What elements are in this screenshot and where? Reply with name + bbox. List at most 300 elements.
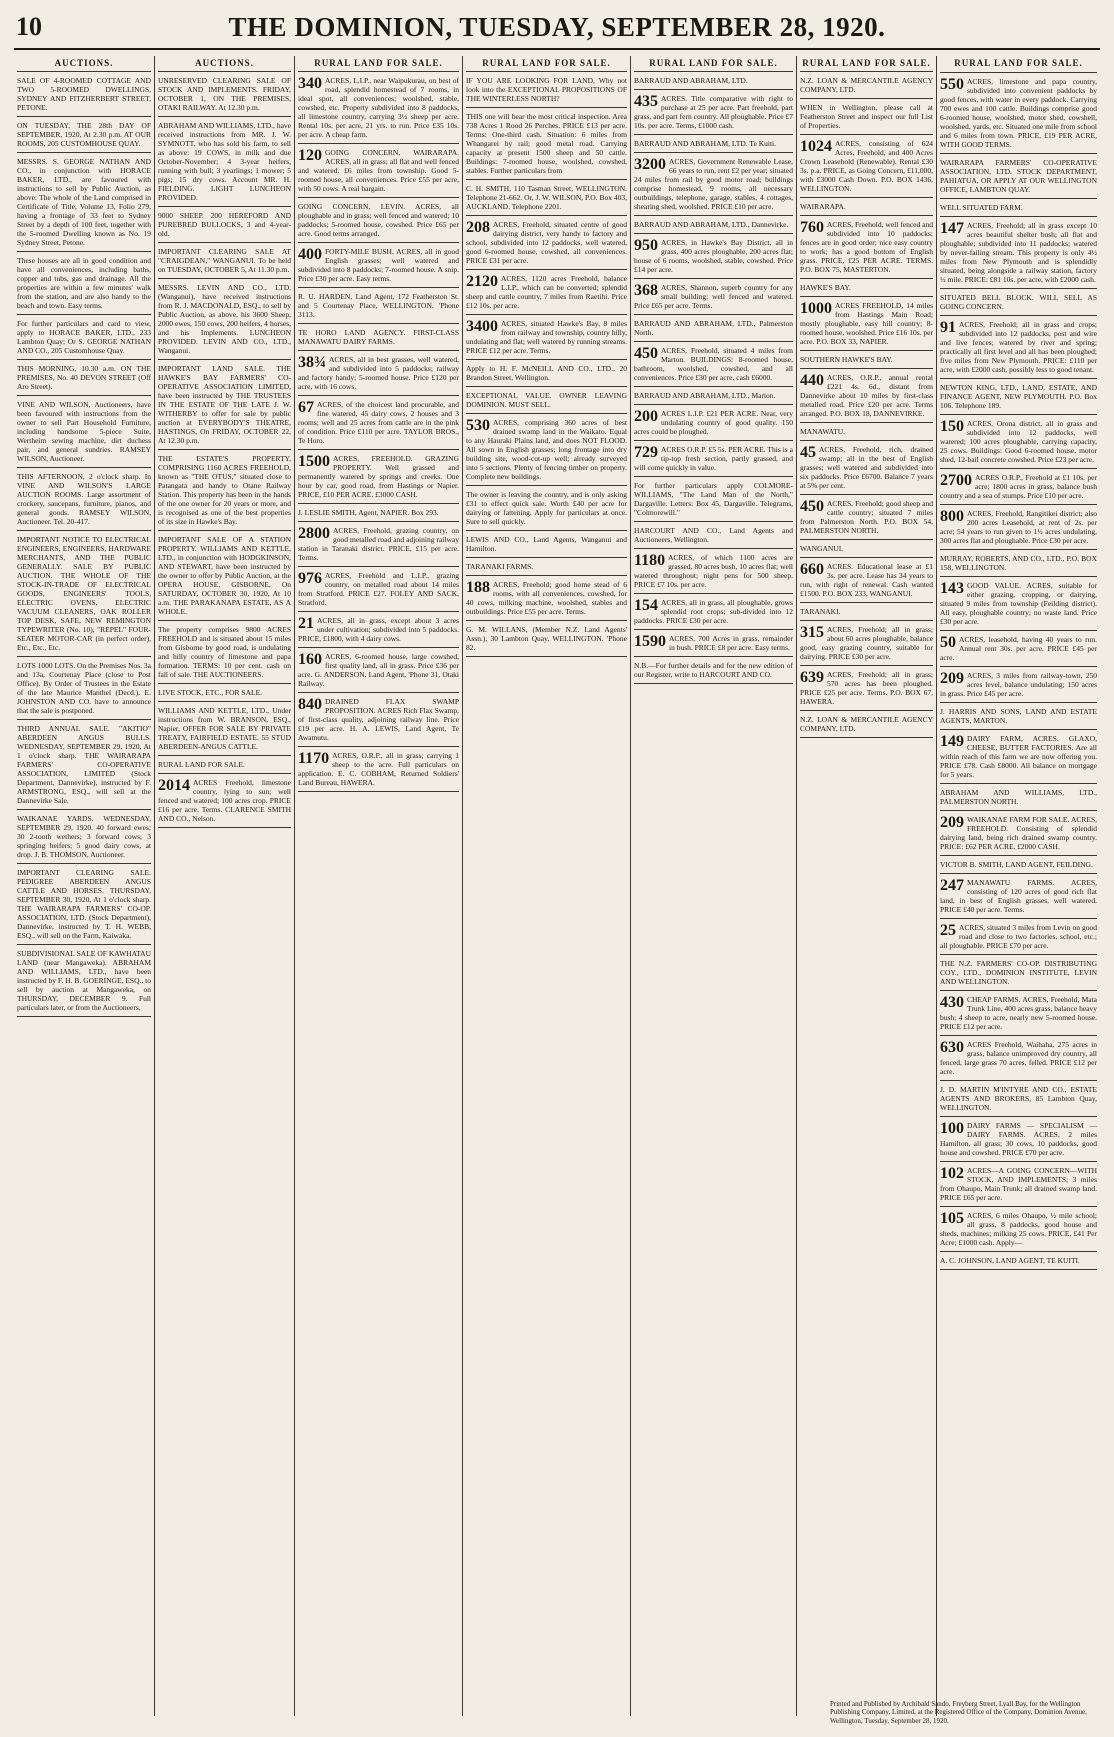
classified-ad (466, 625, 627, 652)
ad-divider (466, 269, 627, 270)
classified-ad (298, 328, 459, 346)
ad-divider (800, 539, 933, 540)
classified-ad (298, 526, 459, 562)
ad-text: IMPORTANT NOTICE TO ELECTRICAL ENGINEERS, ENGINEERS, HARDWARE MERCHANTS, AND THE PUBLIC GENERALLY. SALE BY PUBLIC AUCTION. THE WHOLE OF THE STOCK-IN-TRADE OF ELECTRICAL GOODS, ENGINEERS' TOOLS, ELECTRIC OVENS, ELECTRIC VACUUM CLEANERS, OAK ROLLER TOP DESK, SAFE, NEW REMINGTON TYPEWRITER (No. 10), "REPEL" FOUR-SEATER MOTOR-CAR (in perfect order), Etc., Etc., Etc. (17, 535, 151, 652)
ad-text: ACRES Freehold, Waihaha, 275 acres in grass, balance unimproved dry country, all fenced, large grass 70 acres, felled. PRICE £12 per acre. (940, 1039, 1097, 1076)
classified-ad (466, 184, 627, 211)
classified-ad (158, 625, 291, 679)
column-2 (154, 56, 294, 1716)
ad-text: ACRES, Government Renewable Lease, 66 years to run, rent £2 per year; situated 24 miles from rail by good motor road; buildings comprise homestead, 9 rooms, all necessary outbuildings, telephone, garage, stables, 4 cottages, shearing shed, woolshed. PRICE £10 per acre. (634, 157, 793, 211)
ad-divider (800, 368, 933, 369)
ad-text: ACRES, Freehold; all in grass; about 60 acres ploughable, balance good, easy grazing country, suitable for dairying. PRICE £30 per acre. (800, 625, 933, 661)
classified-ad (800, 445, 933, 490)
classified-ad (634, 634, 793, 652)
ad-text: WANGANUI. (800, 544, 844, 553)
ad-text: For further particulars and card to view, apply to HORACE BAKER, LTD., 233 Lambton Quay; Or S. GEORGE NATHAN AND CO., 205 Customhouse Quay. (17, 319, 151, 355)
classified-ad (298, 751, 459, 787)
classified-ad (800, 355, 933, 364)
classified-ad (940, 1085, 1097, 1112)
ad-divider (800, 350, 933, 351)
ad-divider (634, 440, 793, 441)
classified-ad (298, 616, 459, 643)
ad-divider (17, 1016, 151, 1017)
classified-ad (940, 554, 1097, 572)
ad-divider (298, 521, 459, 522)
ad-text: ACRES Freehold, limestone country, lying to sun; well fenced and watered; 100 acres crop. PRICE £16 per acre. Terms. CLARENCE SMITH AND CO., Nelson. (158, 778, 291, 823)
ad-text: IMPORTANT CLEARING SALE. PEDIGREE ABERDEEN ANGUS CATTLE AND HORSES. THURSDAY, SEPTEMBER 30, 1920, At 1 o'clock sharp. THE WAIRARAPA FARMERS' CO-OP. ASSOCIATION, LTD. (Stock Department), Dannevirke, instructed by T. H. WEBB, ESQ., will sell on the Farm, Kaiwaka. (17, 868, 151, 940)
ad-divider (800, 197, 933, 198)
acreage-figure: 660 (800, 561, 824, 578)
acreage-figure: 188 (466, 579, 490, 596)
ad-text: LEWIS AND CO., Land Agents, Wanganui and Hamilton. (466, 535, 627, 553)
classified-ad (940, 77, 1097, 149)
ad-text: WELL SITUATED FARM. (940, 202, 1023, 212)
classified-ad (940, 788, 1097, 806)
classified-ad (17, 949, 151, 1012)
ad-text: ACRES, Freehold, situated 4 miles from Marton. BUILDINGS: 8-roomed house, bathroom, woolshed, cowshed, and all conveniences. Price £30 per acre, cash £6000. (634, 346, 793, 382)
ad-text: 9000 SHEEP. 200 HEREFORD AND PUREBRED BULLOCKS, 3 and 4-year-old. (158, 211, 291, 238)
classified-ad (466, 391, 627, 409)
ad-divider (634, 521, 793, 522)
ad-text: WAIRARAPA. (800, 202, 846, 211)
ad-divider (800, 98, 933, 99)
ad-text: MANAWATU FARMS. ACRES, consisting of 120 acres of good rich flat land, in best of English grasses, well watered. PRICE £40 per acre. Terms. (940, 877, 1097, 914)
acreage-figure: 2120 (466, 273, 498, 290)
ad-divider (298, 143, 459, 144)
ad-divider (298, 395, 459, 396)
acreage-figure: 160 (298, 651, 322, 668)
ad-divider (940, 504, 1097, 505)
ad-text: BARRAUD AND ABRAHAM, LTD., Palmerston North. (634, 319, 793, 337)
classified-ad (634, 481, 793, 517)
column-header: RURAL LAND FOR SALE. (298, 56, 459, 72)
classified-ad (158, 364, 291, 445)
acreage-figure: 147 (940, 219, 964, 237)
classified-ad (940, 959, 1097, 986)
column-3 (294, 56, 462, 1716)
acreage-figure: 38¾ (298, 354, 326, 371)
ad-divider (940, 1080, 1097, 1081)
ad-divider (158, 242, 291, 243)
column-header: RURAL LAND FOR SALE. (940, 56, 1097, 73)
acreage-figure: 435 (634, 93, 658, 110)
acreage-figure: 200 (634, 408, 658, 425)
ad-text: IMPORTANT CLEARING SALE AT "CRAIGDEAN," WANGANUI. To be held on TUESDAY, OCTOBER 5, At 11.30 p.m. (158, 247, 291, 274)
ad-divider (298, 197, 459, 198)
acreage-figure: 247 (940, 876, 964, 894)
ad-divider (158, 755, 291, 756)
ad-divider (634, 89, 793, 90)
ad-text: The owner is leaving the country, and is only asking £31 to effect quick sale. Worth £40 per acre for dairying or fattening. Apply for particulars at once. Sure to sell quickly. (466, 490, 627, 526)
classified-ad (17, 157, 151, 247)
classified-ad (466, 364, 627, 382)
ad-text: ACRES, comprising 360 acres of best drained swamp land in the Waikato. Equal to any Hauraki Plains land, and does NOT FLOOD. All sown in English grasses; long frontage into dry building site, wood-cut-up well; already surveyed into 5 sections. Plenty of fencing timber on property. Complete new buildings. (466, 418, 627, 481)
ad-divider (634, 548, 793, 549)
ad-text: J. D. MARTIN M'INTYRE AND CO., ESTATE AGENTS AND BROKERS, 85 Lambton Quay, WELLINGTON. (940, 1084, 1097, 1112)
acreage-figure: 3200 (634, 156, 666, 173)
acreage-figure: 208 (466, 219, 490, 236)
acreage-figure: 976 (298, 570, 322, 587)
acreage-figure: 400 (298, 246, 322, 263)
ad-divider (940, 729, 1097, 730)
ad-divider (940, 873, 1097, 874)
classified-ad (800, 220, 933, 274)
classified-ad (634, 553, 793, 589)
ad-divider (466, 620, 627, 621)
acreage-figure: 91 (940, 318, 956, 336)
ad-text: SITUATED BELL BLOCK. WILL SELL AS GOING CONCERN. (940, 292, 1097, 311)
classified-ad (158, 706, 291, 751)
classified-ad (298, 202, 459, 238)
ad-text: DAIRY FARMS — SPECIALISM — DAIRY FARMS. ACRES, 2 miles Hamilton, all grass; 30 cows, 10 paddocks, good house and cowshed. PRICE £70 per acre. (940, 1120, 1097, 1157)
ad-divider (940, 1161, 1097, 1162)
ad-divider (298, 287, 459, 288)
acreage-figure: 729 (634, 444, 658, 461)
ad-divider (800, 737, 933, 738)
classified-ad (466, 319, 627, 355)
acreage-figure: 368 (634, 282, 658, 299)
classified-ad (17, 319, 151, 355)
ad-text: ACRES, Orona district, all in grass and subdivided into 12 paddocks, well watered; 100 acres ploughable, carrying capacity, 25 cows. Buildings: Good 6-roomed house, motor shed, 12-bail concrete cowshed. Price £23 per acre. (940, 418, 1097, 464)
ad-divider (17, 152, 151, 153)
ad-text: ON TUESDAY, THE 28th DAY OF SEPTEMBER, 1920, At 2.30 p.m. AT OUR ROOMS, 205 CUSTOMHOUSE QUAY. (17, 121, 151, 148)
ad-text: ACRES—A GOING CONCERN—WITH STOCK, AND IMPLEMENTS; 3 miles from Ohaupo, Main Trunk; all drained swamp land. PRICE £65 per acre. (940, 1165, 1097, 1202)
column-header: RURAL LAND FOR SALE. (466, 56, 627, 72)
ad-text: ACRES O.R.P., Freehold at £1 10s. per acre; 1800 acres in grass, balance bush country and a sea of stumps. Price £10 per acre. (940, 472, 1097, 500)
ad-divider (158, 449, 291, 450)
acreage-figure: 120 (298, 147, 322, 164)
ad-text: ACRES, Freehold, rich, drained swamp; all in the best of English grasses; well watered and subdivided into six paddocks. Price £6700. Balance 7 years at 5% per cent. (800, 445, 933, 490)
ad-divider (940, 468, 1097, 469)
ad-text: RURAL LAND FOR SALE. (158, 760, 245, 769)
ad-divider (634, 134, 793, 135)
ad-text: GOING CONCERN, WAIRARAPA. ACRES, all in grass; all flat and well fenced and watered. £6 miles from township. Good 5-roomed house, all conveniences. Price £55 per acre, with 50 cows. A real bargain. (298, 148, 459, 193)
ad-divider (940, 954, 1097, 955)
classified-ad (634, 346, 793, 382)
classified-ad (940, 293, 1097, 311)
ad-text: VICTOR B. SMITH, LAND AGENT, FEILDING. (940, 859, 1093, 869)
ad-divider (634, 215, 793, 216)
ad-text: ACRES, 3 miles from railway-town, 250 acres level, balance undulating; 150 acres in grass. Price £45 per acre. (940, 670, 1097, 698)
acreage-figure: 2014 (158, 777, 190, 794)
ad-text: ACRES, situated Hawke's Bay, 8 miles from railway and township, country hilly, undulating and flat; well watered by running streams. PRICE £12 per acre. Terms. (466, 319, 627, 355)
acreage-figure: 1000 (800, 300, 832, 317)
ad-text: BARRAUD AND ABRAHAM, LTD., Dannevirke. (634, 220, 789, 229)
acreage-figure: 450 (800, 498, 824, 515)
ad-divider (466, 656, 627, 657)
acreage-figure: 1180 (634, 552, 666, 569)
ad-divider (298, 647, 459, 648)
ad-text: ACRES. Educational lease at £1 3s. per acre. Lease has 34 years to run, with right of renewal. Cash wanted £1500. P.O. BOX 233, WANGANUI. (800, 562, 933, 598)
ad-divider (17, 656, 151, 657)
classified-ad (634, 157, 793, 211)
ad-divider (17, 395, 151, 396)
acreage-figure: 149 (940, 732, 964, 750)
acreage-figure: 450 (634, 345, 658, 362)
column-header: AUCTIONS. (17, 56, 151, 72)
classified-ad (17, 256, 151, 310)
ad-divider (634, 314, 793, 315)
ad-divider (940, 198, 1097, 199)
ad-divider (158, 206, 291, 207)
ad-divider (466, 557, 627, 558)
masthead (14, 6, 1100, 50)
classified-ad (158, 535, 291, 616)
classified-ad (634, 391, 793, 400)
classified-ad (634, 94, 793, 130)
ad-text: ACRES, 1120 acres Freehold, balance L.I.P., which can be converted; splendid sheep and cattle country, 7 miles from Raetihi. Price £12 10s. per acre. (466, 274, 627, 310)
classified-ad (940, 473, 1097, 500)
ad-divider (940, 378, 1097, 379)
ad-text: DRAINED FLAX SWAMP PROPOSITION. ACRES Rich Flax Swamp, of first-class quality, adjoining railway line. Price £19 per acre. H. A. LEWIS, Land Agent, Te Awamutu. (298, 697, 459, 742)
ad-text: J. LESLIE SMITH, Agent, NAPIER. Box 293. (298, 508, 439, 517)
ad-text: SUBDIVISIONAL SALE OF KAWHATAU LAND (near Mangaweka). ABRAHAM AND WILLIAMS, LTD., have been instructed by F. H. B. GOERINGE, ESQ., to sell by auction at Mangaweka, on THURSDAY, DECEMBER 9. Full particulars later, or from the Auctioneers. (17, 949, 151, 1012)
classified-ad (940, 383, 1097, 410)
ad-text: GOING CONCERN, LEVIN. ACRES, all ploughable and in grass; well fenced and watered; 10 paddocks; 5-roomed house, cowshed. Price £65 per acre. Good terms arranged. (298, 202, 459, 238)
ad-text: ACRES, 6-roomed house, large cowshed, first quality land, all in grass. Price £36 per acre. G. ANDERSON, Land Agent, 'Phone 31, Otaki Railway. (298, 652, 459, 688)
ad-divider (800, 710, 933, 711)
ad-text: THIS one will bear the most critical inspection. Area 738 Acres 1 Rood 26 Perches. PRICE £13 per acre. Terms: One-third cash. Situation: 6 miles from Whangarei by rail; good metal road. Carrying capacity at present 1500 sheep and 50 cattle. Buildings: 7-roomed house, woolshed, cowshed, stables. Further particulars from (466, 112, 627, 175)
ad-divider (940, 414, 1097, 415)
classified-ad (298, 148, 459, 193)
ad-text: ACRES, of the choicest land procurable, and fine watered, 45 dairy cows, 2 houses and 3 rooms; well and 25 acres from cattle are in the pink of condition. Price £110 per acre. TAYLOR BROS., Te Horo. (298, 400, 459, 445)
classified-ad (940, 1211, 1097, 1247)
ad-text: ACRES, Freehold, situated centre of good dairying district, very handy to factory and school, subdivided into 12 paddocks, well watered, good 6-roomed house, cowshed, all conveniences. PRICE £31 per acre. (466, 220, 627, 265)
ad-text: HARCOURT AND CO., Land Agents and Auctioneers, Wellington. (634, 526, 793, 544)
ad-divider (634, 278, 793, 279)
acreage-figure: 840 (298, 696, 322, 713)
acreage-figure: 50 (940, 633, 956, 651)
classified-ad (158, 454, 291, 526)
ad-text: BARRAUD AND ABRAHAM, LTD., Marton. (634, 391, 776, 400)
ad-text: MANAWATU. (800, 427, 846, 436)
classified-ad (298, 652, 459, 688)
ad-text: ACRES O.R.P. £5 5s. PER ACRE. This is a tip-top fresh section, partly grassed, and will come quickly in value. (634, 445, 793, 472)
acreage-figure: 2700 (940, 471, 972, 489)
ad-divider (940, 1116, 1097, 1117)
ad-divider (298, 746, 459, 747)
ad-divider (298, 242, 459, 243)
acreage-figure: 209 (940, 669, 964, 687)
ad-divider (158, 530, 291, 531)
ad-text: FORTY-MILE BUSH. ACRES, all in good English grasses; well watered and subdivided into 8 paddocks; 7-roomed house. A snip. Price £30 per acre. Easy terms. (298, 247, 459, 283)
column-header: RURAL LAND FOR SALE. (634, 56, 793, 72)
classified-ad (800, 607, 933, 616)
ad-divider (466, 215, 627, 216)
classified-ad (800, 715, 933, 733)
ad-text: THIS MORNING, 10.30 a.m. ON THE PREMISES, No. 40 DEVON STREET (Off Aro Street). (17, 364, 151, 391)
classified-ad (634, 220, 793, 229)
classified-ad (634, 661, 793, 679)
acreage-figure: 25 (940, 921, 956, 939)
classified-ad (634, 238, 793, 274)
ad-text: ACRES L.I.P. £21 PER ACRE. Near, very undulating country of good quality. 150 acres could be ploughed. (634, 409, 793, 436)
classified-ad (940, 509, 1097, 545)
ad-divider (634, 476, 793, 477)
classified-ad (17, 400, 151, 463)
ad-divider (466, 386, 627, 387)
classified-ad (466, 580, 627, 616)
ad-divider (466, 107, 627, 108)
classified-ad (466, 76, 627, 103)
ad-divider (158, 620, 291, 621)
classified-ad (940, 1166, 1097, 1202)
ad-text: ACRES, 6 miles Ohaupo, ½ mile school; all grass, 8 paddocks, good house and sheds, machines; milking 25 cows. PRICE, £41 Per Acre; £1000 cash. Apply— (940, 1210, 1097, 1247)
ad-divider (940, 1269, 1097, 1270)
classified-ad (940, 635, 1097, 662)
classified-ad (634, 76, 793, 85)
ad-text: J. HARRIS AND SONS, LAND AND ESTATE AGENTS, MARTON. (940, 706, 1097, 725)
ad-text: ACRES, L.I.P., near Waipukurau, on best of road, splendid homestead of 7 rooms, in ideal spot, all conveniences; woolshed, stable, cowshed, etc. Property subdivided into 8 paddocks, all limestone country, carrying 3½ sheep per acre. Rental 10s. per acre, 21 yrs. to run. Price £35 10s. per acre. A cheap farm. (298, 76, 459, 139)
ad-divider (298, 692, 459, 693)
ad-text: C. H. SMITH, 110 Tasman Street, WELLINGTON. Telephone 21-662. Or, J. W. WILSON, P.O. Box 403, AUCKLAND. Telephone 2201. (466, 184, 627, 211)
ad-text: ACRES, Shannon, superb country for any small building; well fenced and watered. Price £65 per acre. Terms. (634, 283, 793, 310)
ad-text: ACRES, Freehold; all in grass except 10 acres beautiful shelter bush; all flat and ploughable; subdivided into 11 paddocks; watered by never-failing stream. This property is only 4½ miles from New Plymouth and is splendidly situated, being alongside a railway station, factory ½ mile. PRICE: £81 10s. per acre, with £2000 cash. (940, 220, 1097, 284)
ad-text: TARANAKI. (800, 607, 841, 616)
classified-ad (298, 454, 459, 499)
classified-ad (298, 76, 459, 139)
classified-ad (940, 671, 1097, 698)
ad-divider (298, 350, 459, 351)
ad-divider (800, 557, 933, 558)
ad-text: IMPORTANT SALE OF A STATION PROPERTY. WILLIAMS AND KETTLE, LTD., in conjunction with HODGKINSON, AND STEWART, have been instructed by the owner to offer by Public Auction, at the OPERA HOUSE, GISBORNE, On SATURDAY, OCTOBER 30, 1920, At 10 a.m. THE PARAKANAPA ESTATE, AS A WHOLE. (158, 535, 291, 616)
ad-divider (800, 422, 933, 423)
ad-divider (940, 549, 1097, 550)
ad-text: ACRES, of which 1100 acres are grassed, 80 acres bush, 10 acres flat; well watered throughout; night pens for 500 sheep. PRICE £7 10s. per acre. (634, 553, 793, 589)
ad-divider (17, 359, 151, 360)
ad-text: WAIRARAPA FARMERS' CO-OPERATIVE ASSOCIATION, LTD. STOCK DEPARTMENT, PAHIATUA, OR APPLY AT OUR WELLINGTON OFFICE, LAMBTON QUAY. (940, 157, 1097, 194)
ad-text: VINE AND WILSON, Auctioneers, have been favoured with instructions from the owner to sell Part Household Furniture, including handsome 5-piece Suite, Wertheim sewing machine, dirt duchess pair, and general sundries. RAMSEY WILSON, Auctioneer. (17, 400, 151, 463)
ad-divider (940, 918, 1097, 919)
acreage-figure: 67 (298, 399, 314, 416)
ad-divider (940, 990, 1097, 991)
ad-divider (298, 323, 459, 324)
classified-ad (466, 562, 627, 571)
ad-text: TE HORO LAND AGENCY. FIRST-CLASS MANAWATU DAIRY FARMS. (298, 328, 459, 346)
acreage-figure: 340 (298, 75, 322, 92)
classified-ad (800, 427, 933, 436)
ad-divider (158, 278, 291, 279)
acreage-figure: 150 (940, 417, 964, 435)
classified-ad (940, 815, 1097, 851)
classified-ad (940, 221, 1097, 284)
classified-ad (17, 121, 151, 148)
classified-ad (158, 760, 291, 769)
ad-text: UNRESERVED CLEARING SALE OF STOCK AND IMPLEMENTS. FRIDAY, OCTOBER 1, ON THE PREMISES, OTAKI RAILWAY. At 12.30 p.m. (158, 76, 291, 112)
ad-text: ACRES, limestone and papa country, subdivided into convenient paddocks by good fences, with water in every paddock. Carrying 700 ewes and 100 cattle. Buildings comprise good 6-roomed house, woolshed, motor shed, cowshell, woolshed, yards, etc. Situated one mile from school and 6 miles from town. PRICE, £19 PER ACRE, WITH GOOD TERMS. (940, 76, 1097, 149)
ad-text: ACRES, Freehold; all in grass and crops; subdivided into 12 paddocks, post and wire and live fences; watered by river and spring; practically all first level and all has been ploughed; five miles from New Plymouth. PRICE: £110 per acre, with £2000 cash, possibly less to good tenant. (940, 319, 1097, 374)
ad-divider (17, 530, 151, 531)
acreage-figure: 760 (800, 219, 824, 236)
ad-divider (940, 1035, 1097, 1036)
ad-divider (800, 620, 933, 621)
ad-text: CHEAP FARMS. ACRES, Freehold, Mata Trunk Line, 400 acres grass, balance heavy bush; 4 sheep to acre, nearly new 5-roomed house. PRICE £12 per acre. (940, 994, 1097, 1031)
ad-divider (466, 485, 627, 486)
ad-divider (634, 341, 793, 342)
ad-divider (158, 116, 291, 117)
ad-divider (466, 530, 627, 531)
acreage-figure: 105 (940, 1209, 964, 1227)
ad-divider (158, 359, 291, 360)
ad-text: ACRES, leasehold, having 40 years to run. Annual rent 30s. per acre. PRICE £45 per acre. (940, 634, 1097, 662)
ad-text: WILLIAMS AND KETTLE, LTD., Under instructions from W. BRANSON, ESQ., Napier, OFFER FOR SALE BY PRIVATE TREATY, FAIRFIELD ESTATE. 55 STUD ABERDEEN-ANGUS CATTLE. (158, 706, 291, 751)
ad-text: ACRES, in Hawke's Bay District, all in grass, 400 acres ploughable, 200 acres flat; house of 6 rooms, woolshed, stable, cowshed. Price £14 per acre. (634, 238, 793, 274)
acreage-figure: 530 (466, 417, 490, 434)
classified-ad (158, 211, 291, 238)
acreage-figure: 1170 (298, 750, 330, 767)
ad-divider (158, 701, 291, 702)
acreage-figure: 154 (634, 597, 658, 614)
ad-text: WAIKANAE FARM FOR SALE. ACRES, FREEHOLD. Consisting of splendid dairying land, being rich drained swamp country. PRICE: £62 PER ACRE. £2000 CASH. (940, 814, 1097, 851)
acreage-figure: 45 (800, 444, 816, 461)
acreage-figure: 209 (940, 813, 964, 831)
ad-text: WAIKANAE YARDS. WEDNESDAY, SEPTEMBER 29, 1920. 40 forward ewes; 30 2-tooth wethers; 3 forward cows; 3 springing heifers; 5 good dairy cows, at drop. J. B. THOMSON, Auctioneer. (17, 814, 151, 859)
classified-ad (634, 445, 793, 472)
ad-divider (298, 449, 459, 450)
ad-divider (940, 576, 1097, 577)
classified-ad (800, 139, 933, 193)
classified-ad (298, 508, 459, 517)
ad-divider (800, 134, 933, 135)
classified-ad (17, 814, 151, 859)
classified-ad (940, 320, 1097, 374)
ad-divider (634, 629, 793, 630)
classified-ad (466, 535, 627, 553)
acreage-figure: 102 (940, 1164, 964, 1182)
ad-text: These houses are all in good condition and have all conveniences, including baths, copper and tubs, gas and drainage. All the properties are within a few minutes' walk from the station, and are also handy to the beach and town. Easy terms. (17, 256, 151, 310)
classified-ad (800, 544, 933, 553)
classified-ad (940, 734, 1097, 779)
ad-text: ACRES, all in grass, except about 3 acres under cultivation; subdivided into 5 paddocks. PRICE, £1800, with 4 dairy cows. (298, 616, 459, 643)
ad-divider (466, 359, 627, 360)
ad-text: ACRES, Freehold; all in grass; 570 acres has been ploughed. PRICE £25 per acre. Terms. P.O. BOX 67, HAWERA. (800, 670, 933, 706)
classified-ad (158, 247, 291, 274)
ad-divider (940, 666, 1097, 667)
ad-text: THE ESTATE'S PROPERTY, COMPRISING 1160 ACRES FREEHOLD, known as "THE OTUS," situated close to Patangata and handy to Otane Railway Station. This property has been in the hands of the one owner for 20 years or more, and is recognised as one of the best properties of its size in Hawke's Bay. (158, 454, 291, 526)
classified-ad (940, 878, 1097, 914)
classified-ad (17, 661, 151, 715)
classified-ad (158, 121, 291, 202)
classified-ad (800, 103, 933, 130)
ad-divider (800, 440, 933, 441)
ad-divider (17, 944, 151, 945)
ad-text: THIS AFTERNOON, 2 o'clock sharp. In VINE AND WILSON'S LARGE AUCTION ROOMS. Large assortment of crockery, saucepans, furniture, pianos, and general goods. RAMSEY WILSON, Auctioneer. Tel. 20-417. (17, 472, 151, 526)
classified-ad (940, 581, 1097, 626)
acreage-figure: 3400 (466, 318, 498, 335)
classified-ad (158, 688, 291, 697)
ad-text: TARANAKI FARMS. (466, 562, 534, 571)
acreage-figure: 800 (940, 507, 964, 525)
classified-ad (158, 283, 291, 355)
ad-text: EXCEPTIONAL VALUE. OWNER LEAVING DOMINION. MUST SELL. (466, 391, 627, 409)
ad-text: ABRAHAM AND WILLIAMS, LTD., PALMERSTON NORTH. (940, 787, 1097, 806)
ad-text: BARRAUD AND ABRAHAM, LTD. Te Kuiti. (634, 139, 776, 148)
column-header: AUCTIONS. (158, 56, 291, 72)
classified-ad (634, 283, 793, 310)
ad-divider (800, 665, 933, 666)
classified-ad (800, 373, 933, 418)
newspaper-title: THE DOMINION, TUESDAY, SEPTEMBER 28, 1920. (228, 12, 886, 42)
acreage-figure: 1024 (800, 138, 832, 155)
ad-text: ACRES, Freehold, well fenced and subdivided into 10 paddocks; fences are in good order; nice easy country to work; has a good bottom of English grass. PRICE, £25 PER ACRE. TERMS. P.O. BOX 75, MASTERTON. (800, 220, 933, 274)
ad-divider (940, 783, 1097, 784)
ad-text: R. U. HARDEN, Land Agent, 172 Featherston St. and 5 Courtenay Place, WELLINGTON. 'Phone 3113. (298, 292, 459, 319)
ad-text: LIVE STOCK, ETC., FOR SALE. (158, 688, 263, 697)
ad-text: The property comprises 9800 ACRES FREEHOLD and is situated about 15 miles from Gisborne by good road, is undulating and hilly country of limestone and papa formation. TERMS: 10 per cent. cash on fall of sale. THE AUCTIONEERS. (158, 625, 291, 679)
acreage-figure: 2800 (298, 525, 330, 542)
classified-ad (634, 319, 793, 337)
ad-text: THIRD ANNUAL SALE. "AKITIO" ABERDEEN ANGUS BULLS. WEDNESDAY, SEPTEMBER 29, 1920, At 1 o'clock sharp. THE WAIRARAPA FARMERS' CO-OPERATIVE ASSOCIATION, LIMITED (Stock Department, Dannevirke), instructed by F. ARMSTRONG, ESQ., will sell at the Dannevirke Sale. (17, 724, 151, 805)
